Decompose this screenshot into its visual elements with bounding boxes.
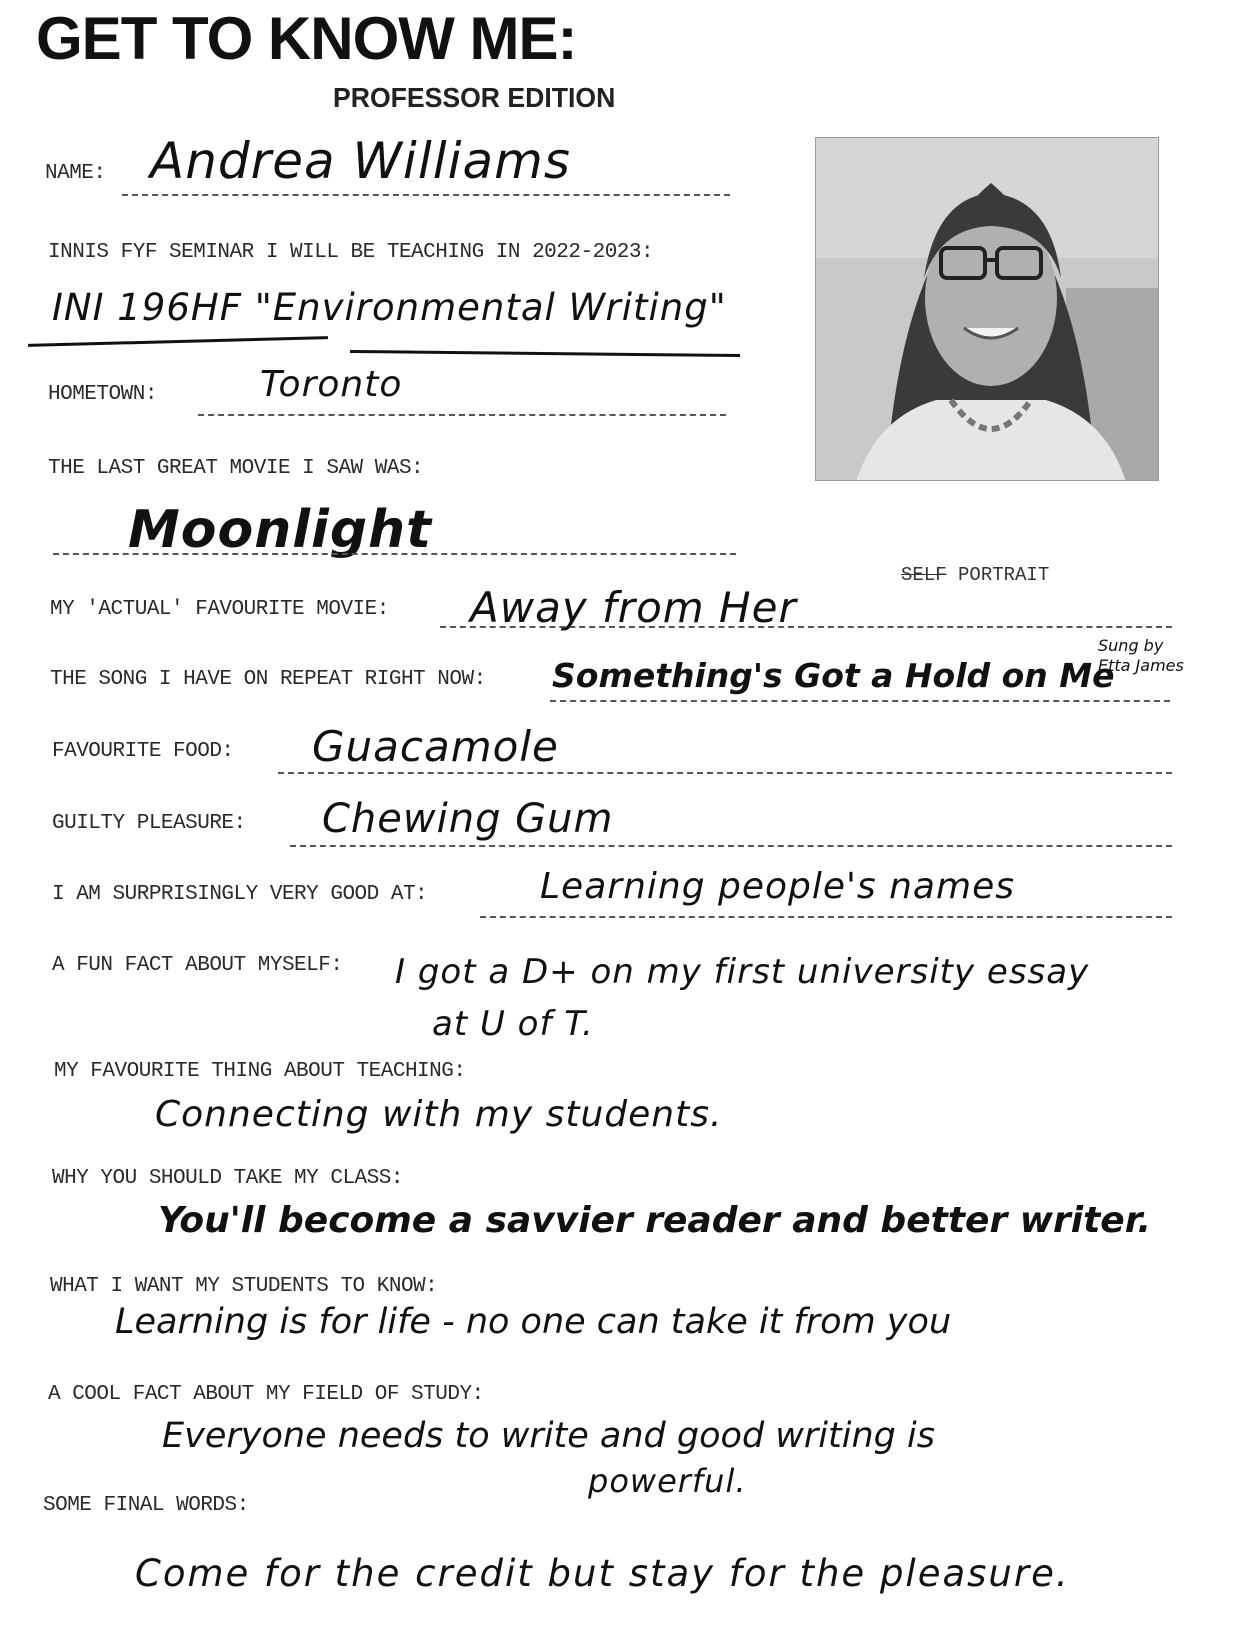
cool-fact-label: A COOL FACT ABOUT MY FIELD OF STUDY: <box>48 1383 484 1406</box>
seminar-underline <box>28 336 328 347</box>
food-label: FAVOURITE FOOD: <box>52 740 234 763</box>
teaching-label: MY FAVOURITE THING ABOUT TEACHING: <box>54 1060 466 1083</box>
good-at-line <box>480 916 1172 918</box>
teaching-answer: Connecting with my students. <box>155 1094 723 1135</box>
why-class-label: WHY YOU SHOULD TAKE MY CLASS: <box>52 1167 403 1190</box>
name-label: NAME: <box>45 162 106 185</box>
food-line <box>278 772 1172 774</box>
favourite-movie-label: MY 'ACTUAL' FAVOURITE MOVIE: <box>50 598 389 621</box>
food-answer: Guacamole <box>312 722 559 771</box>
page-subtitle: PROFESSOR EDITION <box>333 82 616 113</box>
favourite-movie-line <box>440 626 1172 628</box>
caption-struck-word: SELF <box>901 564 947 586</box>
name-line <box>122 194 730 196</box>
name-answer: Andrea Williams <box>150 132 571 190</box>
last-movie-answer: Moonlight <box>128 500 432 560</box>
good-at-label: I AM SURPRISINGLY VERY GOOD AT: <box>52 883 428 906</box>
fun-fact-label: A FUN FACT ABOUT MYSELF: <box>52 954 343 977</box>
want-know-answer: Learning is for life - no one can take it from you <box>115 1302 952 1342</box>
page-title: GET TO KNOW ME: <box>36 5 577 72</box>
hometown-line <box>198 414 726 416</box>
caption-rest: PORTRAIT <box>946 564 1050 586</box>
hometown-answer: Toronto <box>260 364 403 405</box>
guilty-line <box>290 845 1172 847</box>
photo-caption <box>901 564 1049 586</box>
seminar-answer: INI 196HF "Environmental Writing" <box>52 286 727 329</box>
guilty-answer: Chewing Gum <box>322 796 614 842</box>
last-movie-label: THE LAST GREAT MOVIE I SAW WAS: <box>48 457 424 480</box>
seminar-label: INNIS FYF SEMINAR I WILL BE TEACHING IN 2022-2023: <box>48 241 654 264</box>
cool-fact-answer-line1: Everyone needs to write and good writing is <box>162 1416 935 1456</box>
fun-fact-answer-line1: I got a D+ on my first university essay <box>395 952 1090 992</box>
final-answer: Come for the credit but stay for the pleasure. <box>135 1552 1070 1595</box>
last-movie-line <box>53 553 736 555</box>
cool-fact-answer-line2: powerful. <box>588 1462 747 1500</box>
good-at-answer: Learning people's names <box>540 866 1015 907</box>
song-line <box>550 700 1170 702</box>
why-class-answer: You'll become a savvier reader and better writer. <box>158 1200 1152 1241</box>
favourite-movie-answer: Away from Her <box>470 583 797 632</box>
final-label: SOME FINAL WORDS: <box>43 1494 249 1517</box>
hometown-label: HOMETOWN: <box>48 383 157 406</box>
portrait-image <box>816 138 1159 481</box>
song-label: THE SONG I HAVE ON REPEAT RIGHT NOW: <box>50 668 486 691</box>
want-know-label: WHAT I WANT MY STUDENTS TO KNOW: <box>50 1275 438 1298</box>
guilty-label: GUILTY PLEASURE: <box>52 812 246 835</box>
song-answer: Something's Got a Hold on Me <box>552 656 1115 695</box>
song-note: Sung by Etta James <box>1098 636 1184 675</box>
portrait-photo <box>815 137 1159 481</box>
seminar-underline-2 <box>350 350 740 357</box>
fun-fact-answer-line2: at U of T. <box>432 1004 594 1044</box>
